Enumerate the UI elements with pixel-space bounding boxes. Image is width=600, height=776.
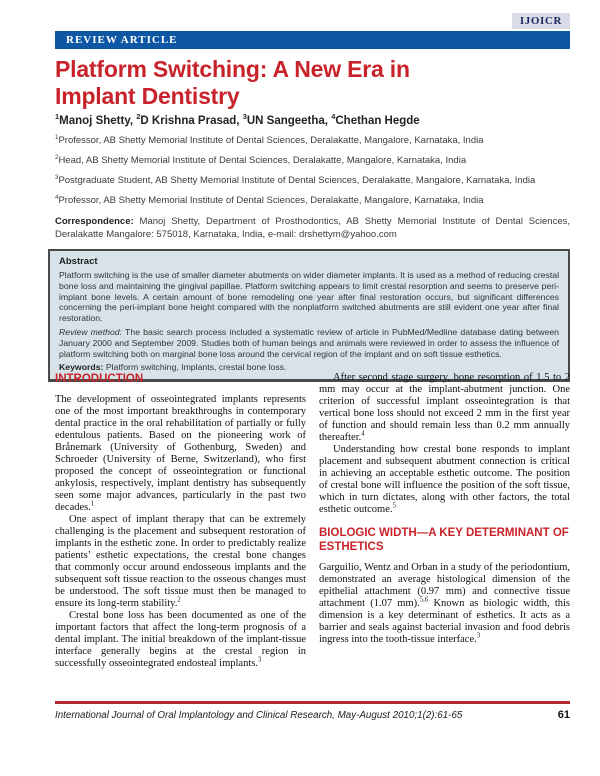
affiliation-superscript: 4 — [55, 193, 59, 201]
affiliation-text: Head, AB Shetty Memorial Institute of Dental Sciences, Deralakatte, Mangalore, Karnataka, India — [58, 155, 467, 166]
reference-superscript: 2 — [177, 596, 181, 604]
reference-superscript: 5,6 — [419, 596, 429, 604]
author-name: Chethan Hegde — [335, 115, 420, 127]
paragraph-text: Crestal bone loss has been documented as one of the important factors that affect the long-term prognosis of a dental implant. The initial breakdown of the implant-tissue interface generally begins at the crestal region in successfully osseointegrated endosteal implants. — [55, 610, 306, 669]
footer — [55, 709, 570, 721]
paragraph-text: The development of osseointegrated implants represents one of the most important breakthroughs in contemporary dental practice in the oral rehabilitation of partially or fully edentulous patients. Based on the pioneering work of Brånemark (University of Gothenburg, Sweden) and Schroeder (University of Berne, Switzerland), who first proposed the concept of osseointegration or functional ankylosis, respectively, implant dentistry has subsequently seen some major advances, particularly in the past two decades. — [55, 394, 306, 513]
abstract-review-method — [59, 327, 559, 359]
reference-superscript: 4 — [361, 430, 365, 438]
abstract-box — [48, 249, 570, 382]
article-title-line2: Implant Dentistry — [55, 83, 240, 109]
paragraph-text: One aspect of implant therapy that can be extremely challenging is the placement and subsequent restoration of implants in the esthetic zone. In order to predictably realize patients’ esthetic expectations, the crestal bone changes that commonly occur around endosseous implants and the subsequent soft tissue reaction to the osseous changes must be understood. The soft tissue must then be managed to ensure its long-term stability. — [55, 514, 306, 609]
page-number: 61 — [557, 709, 570, 721]
affiliation-superscript: 2 — [55, 153, 59, 161]
author-name: D Krishna Prasad, — [140, 115, 243, 127]
author-name: UN Sangeetha, — [246, 115, 332, 127]
section-heading-biologic-width: BIOLOGIC WIDTH—A KEY DETERMINANT OF ESTHETICS — [319, 527, 569, 553]
affiliation-superscript: 1 — [55, 133, 59, 141]
correspondence-text: Manoj Shetty, Department of Prosthodontics, AB Shetty Memorial Institute of Dental Sciences, Deralakatte Mangalore: 575018, Karnataka, India, e-mail: drshettym@yahoo.com — [55, 216, 570, 240]
keywords-label: Keywords: — [59, 362, 104, 373]
section-heading-introduction: INTRODUCTION — [55, 373, 144, 385]
review-method-label: Review method: — [59, 326, 123, 337]
paragraph-text: Garguilio, Wentz and Orban in a study of the periodontium, demonstrated an average histological dimension of the epithelial attachment (0.97 mm) and connective tissue attachment (1.07 mm). — [319, 562, 570, 609]
author-superscript: 2 — [136, 112, 141, 122]
column-right — [319, 372, 570, 670]
paragraph — [55, 610, 306, 670]
author-superscript: 3 — [242, 112, 247, 122]
affiliations-block — [55, 135, 570, 215]
affiliation-line — [55, 195, 570, 206]
footer-journal-citation: International Journal of Oral Implantology and Clinical Research, May-August 2010;1(2):61-65 — [55, 710, 463, 721]
review-method-text: The basic search process included a systematic review of article in PubMed/Medline database dating between January 2000 and September 2009. Studies both of human beings and animals were reviewed in order to assess the influence of platform switching both on marginal bone loss around the cervical region of the implant and on soft tissue esthetics. — [59, 326, 559, 359]
affiliation-line — [55, 135, 570, 146]
affiliation-text: Postgraduate Student, AB Shetty Memorial Institute of Dental Sciences, Deralakatte, Mangalore, Karnataka, India — [58, 175, 536, 186]
correspondence-block — [55, 216, 570, 241]
paragraph — [55, 394, 306, 514]
article-title — [55, 56, 570, 110]
column-left — [55, 372, 306, 670]
paragraph-text: After second stage surgery, bone resorption of 1.5 to 2 mm may occur at the implant-abutment junction. One criterion of successful implant osseointegration is that vertical bone loss should not exceed 2 mm in the first year of function and should remain less than 0.2 mm annually thereafter. — [319, 372, 570, 443]
authors-line — [55, 112, 570, 127]
affiliation-text: Professor, AB Shetty Memorial Institute of Dental Sciences, Deralakatte, Mangalore, Karnataka, India — [58, 195, 484, 206]
body-columns — [55, 372, 570, 670]
reference-superscript: 3 — [257, 656, 262, 664]
journal-badge: IJOICR — [512, 13, 570, 29]
abstract-paragraph: Platform switching is the use of smaller diameter abutments on wider diameter implants. It is used as a method of reducing crestal bone loss and maintaining the gingival papillae. Platform switching appears to limit crestal resorption and seems to preserve peri-implant bone levels. A certain amount of bone remodeling one year after final restoration occurs, but significant differences concerning the peri-implant bone height compared with the nonplatform switched abutments are still evident one year after final restoration. — [59, 270, 559, 324]
author-superscript: 1 — [55, 112, 60, 122]
abstract-heading: Abstract — [59, 256, 98, 267]
author-name: Manoj Shetty, — [59, 115, 137, 127]
author-superscript: 4 — [331, 112, 336, 122]
paragraph-text: Known as biologic width, this dimension is a key determinant of esthetics. It acts as a barrier and seals against bacterial invasion and food debris ingress into the tooth-tissue interface. — [319, 598, 570, 645]
paragraph — [319, 562, 570, 646]
article-title-line1: Platform Switching: A New Era in — [55, 56, 410, 82]
paragraph — [319, 372, 570, 444]
affiliation-text: Professor, AB Shetty Memorial Institute of Dental Sciences, Deralakatte, Mangalore, Karnataka, India — [58, 135, 484, 146]
review-article-banner — [55, 31, 570, 49]
reference-superscript: 5 — [392, 502, 396, 510]
keywords-text: Platform switching, Implants, crestal bone loss. — [103, 362, 287, 373]
paragraph-text: Understanding how crestal bone responds to implant placement and subsequent abutment connection is critical in achieving an acceptable esthetic outcome. The position of crestal bone will influence the position of the soft tissue, which in turn dictates, along with other factors, the total esthetic outcome. — [319, 444, 570, 515]
paragraph — [55, 514, 306, 610]
affiliation-line — [55, 175, 570, 186]
footer-rule — [55, 701, 570, 704]
paragraph — [319, 444, 570, 516]
affiliation-superscript: 3 — [55, 173, 59, 181]
correspondence-label: Correspondence: — [55, 216, 134, 227]
affiliation-line — [55, 155, 570, 166]
reference-superscript: 1 — [90, 500, 95, 508]
reference-superscript: 3 — [476, 632, 481, 640]
banner-label: REVIEW ARTICLE — [66, 34, 178, 46]
